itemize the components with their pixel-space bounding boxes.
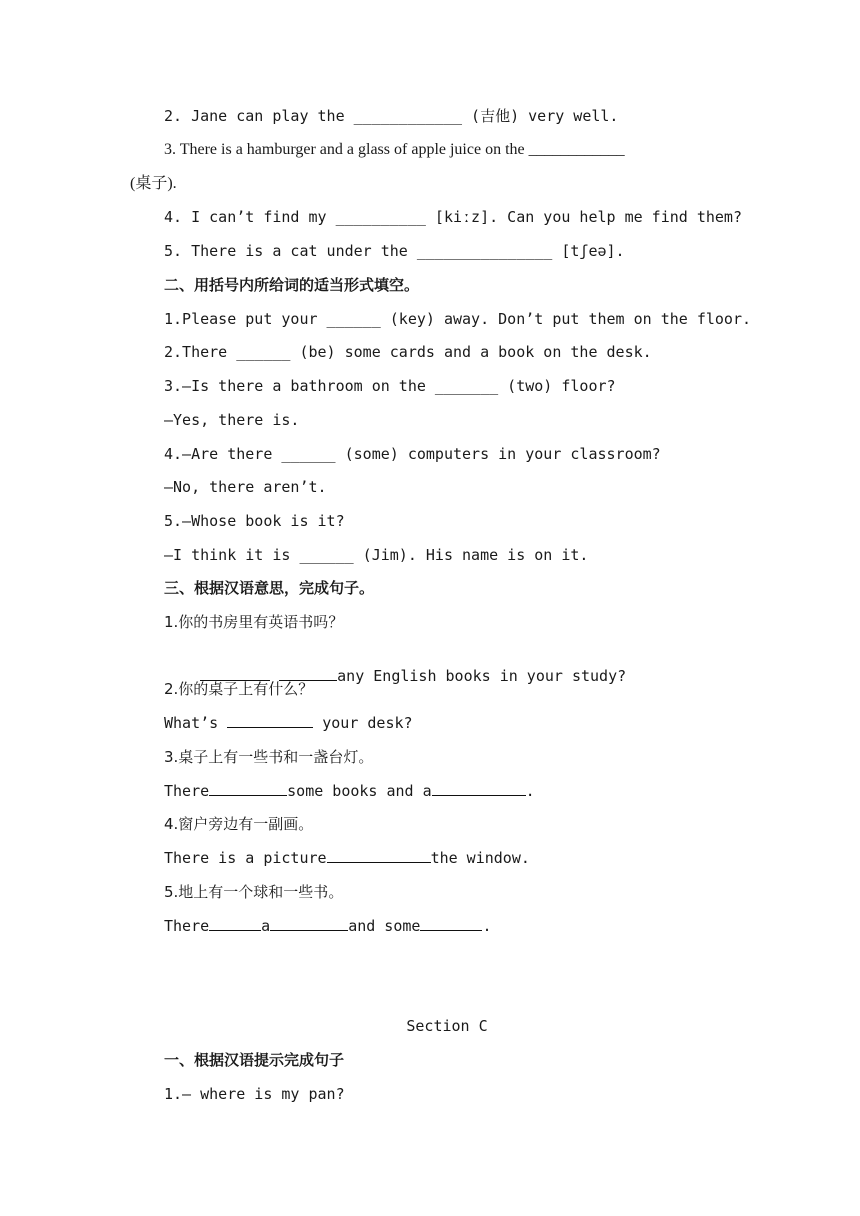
section-2-q4-answer: —No, there aren’t. — [164, 478, 327, 496]
sentence-text: . — [482, 917, 492, 935]
answer-blank[interactable] — [420, 916, 482, 931]
answer-blank[interactable] — [227, 713, 313, 728]
question-4-keys: 4. I can’t find my __________ [kiːz]. Can you help me find them? — [164, 208, 742, 226]
answer-blank[interactable] — [270, 916, 348, 931]
sentence-text: . — [525, 782, 535, 800]
question-5-chair: 5. There is a cat under the _______________ [tʃeə]. — [164, 242, 625, 260]
section-2-q3-question: 3.—Is there a bathroom on the _______ (two) floor? — [164, 377, 616, 395]
section-2-heading: 二、用括号内所给词的适当形式填空。 — [164, 276, 420, 294]
section-3-q3-chinese: 3.桌子上有一些书和一盏台灯。 — [164, 748, 374, 766]
answer-blank[interactable] — [327, 848, 431, 863]
section-2-q2: 2.There ______ (be) some cards and a book on the desk. — [164, 343, 652, 361]
question-2-guitar: 2. Jane can play the ____________ (吉他) very well. — [164, 107, 619, 125]
answer-blank[interactable] — [209, 916, 261, 931]
sentence-text: your desk? — [313, 714, 413, 732]
section-2-q5-answer: —I think it is ______ (Jim). His name is on it. — [164, 546, 589, 564]
section-3-q2-english — [164, 713, 413, 733]
sentence-text: There — [164, 782, 210, 800]
section-3-q5-english — [164, 916, 491, 936]
section-3-q4-english — [164, 848, 530, 868]
sentence-text: What’s — [164, 714, 228, 732]
answer-blank[interactable] — [432, 781, 526, 796]
section-c-title: Section C — [406, 1017, 488, 1035]
sentence-text: a — [261, 917, 271, 935]
section-3-q2-chinese: 2.你的桌子上有什么？ — [164, 680, 314, 698]
section-3-heading: 三、根据汉语意思，完成句子。 — [164, 579, 375, 597]
section-c-q1: 1.— where is my pan? — [164, 1085, 345, 1103]
section-2-q5-question: 5.—Whose book is it? — [164, 512, 345, 530]
question-3-table-line2: (桌子). — [130, 175, 177, 192]
section-2-q1: 1.Please put your ______ (key) away. Don’t put them on the floor. — [164, 310, 751, 328]
sentence-text: and some — [348, 917, 421, 935]
sentence-text: There — [164, 917, 210, 935]
sentence-text: some books and a — [287, 782, 432, 800]
answer-blank[interactable] — [209, 781, 287, 796]
section-c-heading: 一、根据汉语提示完成句子 — [164, 1051, 345, 1069]
sentence-text: the window. — [430, 849, 530, 867]
section-3-q5-chinese: 5.地上有一个球和一些书。 — [164, 883, 344, 901]
question-3-table-line1: 3. There is a hamburger and a glass of apple juice on the ____________ — [164, 141, 625, 158]
sentence-text: There is a picture — [164, 849, 327, 867]
section-3-q1-chinese: 1.你的书房里有英语书吗？ — [164, 613, 344, 631]
section-3-q4-chinese: 4.窗户旁边有一副画。 — [164, 815, 314, 833]
section-2-q4-question: 4.—Are there ______ (some) computers in your classroom? — [164, 445, 661, 463]
section-3-q3-english — [164, 781, 535, 801]
section-2-q3-answer: —Yes, there is. — [164, 411, 300, 429]
sentence-text: any English books in your study? — [337, 667, 627, 685]
